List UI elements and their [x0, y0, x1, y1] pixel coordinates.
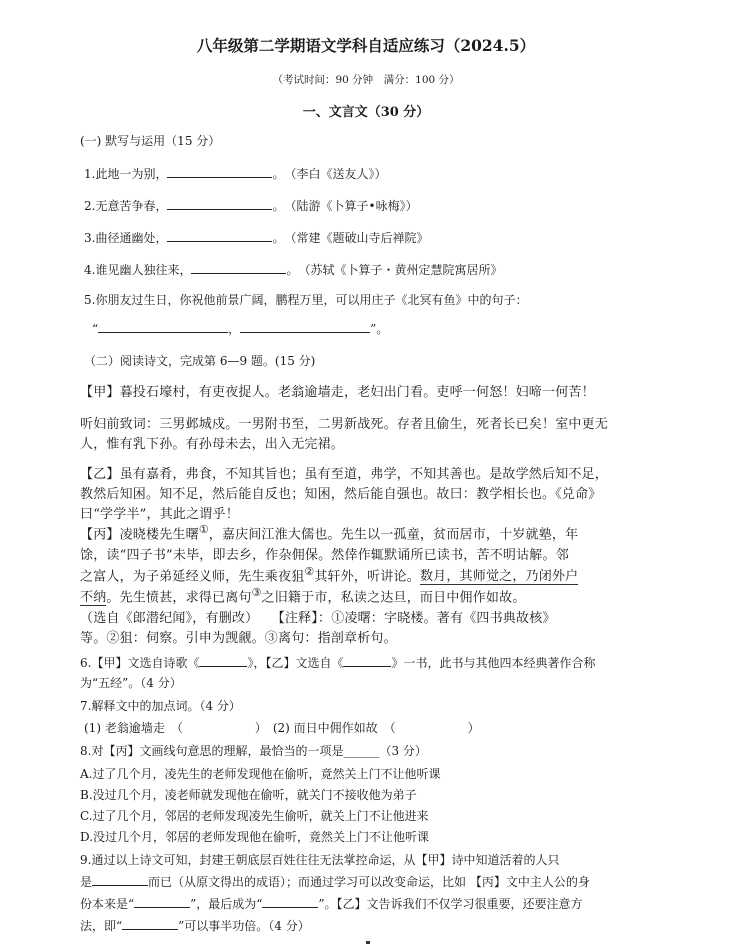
q6-a: 6.【甲】文选自诗歌《	[80, 656, 200, 670]
question-5-answer	[92, 320, 388, 337]
q6-answer-blank-1[interactable]	[199, 654, 247, 667]
q2-text: 2.无意苦争春，	[84, 199, 168, 213]
exam-title: 八年级第二学期语文学科自适应练习（2024.5）	[196, 36, 536, 55]
q2-end: 。	[272, 199, 279, 213]
q8-option-b[interactable]: B.没过几个月，凌老师就发现他在偷听，就关门不接收他为弟子	[80, 788, 417, 802]
q6-c: 》一书，此书与其他四本经典著作合称	[391, 656, 596, 670]
passage-yi-line-2: 教然后知困。知不足，然后能自反也；知困，然后能自强也。故曰：教学相长也。《兑命》	[80, 487, 602, 502]
passage-yi-line-3: 曰“学学半”，其此之谓乎！	[80, 507, 239, 522]
q3-text: 3.曲径通幽处，	[84, 231, 168, 245]
question-9-line-4	[80, 917, 310, 934]
passage-bing-line-3	[80, 565, 578, 584]
bing-line-1-a: 【丙】凌晓楼先生曙	[80, 527, 199, 543]
question-9-line-3	[80, 895, 583, 912]
source-and-notes-line-1: （选自《郎潜纪闻》，有删改） 【注释】：①凌曙：字晓楼。著有《四书典故核》	[80, 611, 556, 626]
q1-source: （李白《送友人》）	[290, 167, 387, 181]
q9-line-2-a: 是	[80, 875, 93, 889]
q4-end: 。	[286, 263, 293, 277]
bing-line-1-b: ，嘉庆间江淮大儒也。先生以一孤童，贫而居市，十岁就塾，年	[208, 527, 579, 543]
question-7-items: (1) 老翁逾墙走 （ ） (2) 而日中佣作如故 （ ）	[84, 721, 480, 735]
q9-line-3-c: ”。【乙】文告诉我们不仅学习很重要，还要注意方	[318, 897, 583, 911]
q3-end: 。	[272, 231, 279, 245]
bing-line-4-a: 。先生愤甚，求得已离句	[106, 590, 252, 606]
q5-answer-blank-1[interactable]	[98, 320, 228, 333]
q2-answer-blank[interactable]	[167, 197, 272, 210]
footnote-marker-2: ②	[304, 565, 315, 578]
q8-option-d[interactable]: D.没过几个月，邻居的老师发现他在偷听，竟然关上门不让他听课	[80, 830, 430, 844]
bing-line-3-a: 之富人，为子弟延经义师，先生乘夜狙	[80, 569, 305, 585]
passage-jia-line-1: 【甲】暮投石壕村，有吏夜捉人。老翁逾墙走，老妇出门看。吏呼一何怒！妇啼一何苦！	[80, 385, 595, 400]
q9-line-4-a: 法，即“	[80, 919, 123, 933]
passage-bing-line-2: 馀，读“四子书”未毕，即去乡，作杂佣保。然倖作辄默诵所已读书，苦不明诂解。邻	[80, 548, 569, 563]
question-6-line-1	[80, 654, 595, 671]
question-9-line-1: 9.通过以上诗文可知，封建王朝底层百姓往往无法掌控命运，从【甲】诗中知道活着的人只	[80, 853, 560, 867]
footnote-marker-3: ③	[251, 586, 262, 599]
source-and-notes-line-2: 等。②狙：伺察。引申为觊觎。③离句：指剖章析句。	[80, 631, 397, 646]
q4-source: （苏轼《卜算子・黄州定慧院寓居所》	[304, 263, 503, 277]
question-7: 7.解释文中的加点词。（4 分）	[80, 699, 241, 713]
q8-option-a[interactable]: A.过了几个月，凌先生的老师发现他在偷听，竟然关上门不让他听课	[80, 767, 441, 781]
q3-answer-blank[interactable]	[167, 229, 272, 242]
question-1	[84, 165, 387, 182]
q1-text: 1.此地一为别，	[84, 167, 168, 181]
passage-yi-line-1: 【乙】虽有嘉肴，弗食，不知其旨也；虽有至道，弗学，不知其善也。是故学然后知不足，	[80, 467, 609, 482]
passage-jia-line-3: 人，惟有乳下孙。有孙母未去，出入无完裙。	[80, 437, 345, 452]
q5-close-quote: ”。	[370, 322, 389, 336]
q1-end: 。	[272, 167, 279, 181]
q8-option-c[interactable]: C.过了几个月，邻居的老师发现凌先生偷听，就关上门不让他进来	[80, 809, 429, 823]
question-9-line-2	[80, 873, 590, 890]
q2-source: （陆游《卜算子•咏梅》）	[290, 199, 418, 213]
question-5: 5.你朋友过生日，你祝他前景广阔，鹏程万里，可以用庄子《北冥有鱼》中的句子：	[84, 293, 528, 307]
page-number-mark	[366, 941, 370, 944]
q9-line-3-b: ”，最后成为“	[190, 897, 263, 911]
q5-open-quote: “	[92, 322, 99, 336]
q5-comma: ，	[228, 322, 241, 336]
q9-answer-blank-2[interactable]	[134, 895, 190, 908]
question-4	[84, 261, 503, 278]
part1-heading: (一) 默写与运用（15 分）	[80, 134, 221, 148]
underlined-sentence-part-1: 数月，其师觉之，乃闭外户	[419, 569, 579, 585]
bing-line-3-b: 其轩外，听讲论。	[314, 569, 420, 585]
q3-source: （常建《题破山寺后禅院》	[290, 231, 429, 245]
q9-answer-blank-4[interactable]	[122, 917, 178, 930]
q1-answer-blank[interactable]	[167, 165, 272, 178]
bing-line-4-b: 之旧籍于市，私读之达旦，而日中佣作如故。	[261, 590, 526, 606]
q6-b: 》，【乙】文选自《	[247, 656, 344, 670]
passage-jia-line-2: 听妇前致词：三男邺城戍。一男附书至，二男新战死。存者且偷生，死者长已矣！室中更无	[80, 417, 609, 432]
q9-line-4-b: ”可以事半功倍。（4 分）	[178, 919, 310, 933]
part2-heading: （二）阅读诗文，完成第 6—9 题。(15 分)	[84, 354, 316, 368]
footnote-marker-1: ①	[198, 523, 209, 536]
passage-bing-line-4	[80, 586, 526, 605]
passage-bing-line-1	[80, 523, 578, 542]
question-8: 8.对【丙】文画线句意思的理解，最恰当的一项是______（3 分）	[80, 744, 427, 758]
q6-answer-blank-2[interactable]	[343, 654, 391, 667]
underlined-sentence-part-2: 不纳	[80, 590, 107, 606]
section-title: 一、文言文（30 分）	[302, 105, 430, 120]
q9-line-2-b: 而已（从原文得出的成语）；而通过学习可以改变命运，比如 【丙】文中主人公的身	[148, 875, 590, 889]
q9-answer-blank-3[interactable]	[262, 895, 318, 908]
exam-info: （考试时间：90 分钟 满分：100 分）	[272, 74, 460, 86]
question-6-line-2: 为“五经”。（4 分）	[80, 676, 182, 690]
q9-answer-blank-1[interactable]	[92, 873, 148, 886]
q5-answer-blank-2[interactable]	[240, 320, 370, 333]
question-3	[84, 229, 429, 246]
q9-line-3-a: 份本来是“	[80, 897, 135, 911]
q4-answer-blank[interactable]	[191, 261, 286, 274]
q4-text: 4.谁见幽人独往来，	[84, 263, 192, 277]
question-2	[84, 197, 418, 214]
